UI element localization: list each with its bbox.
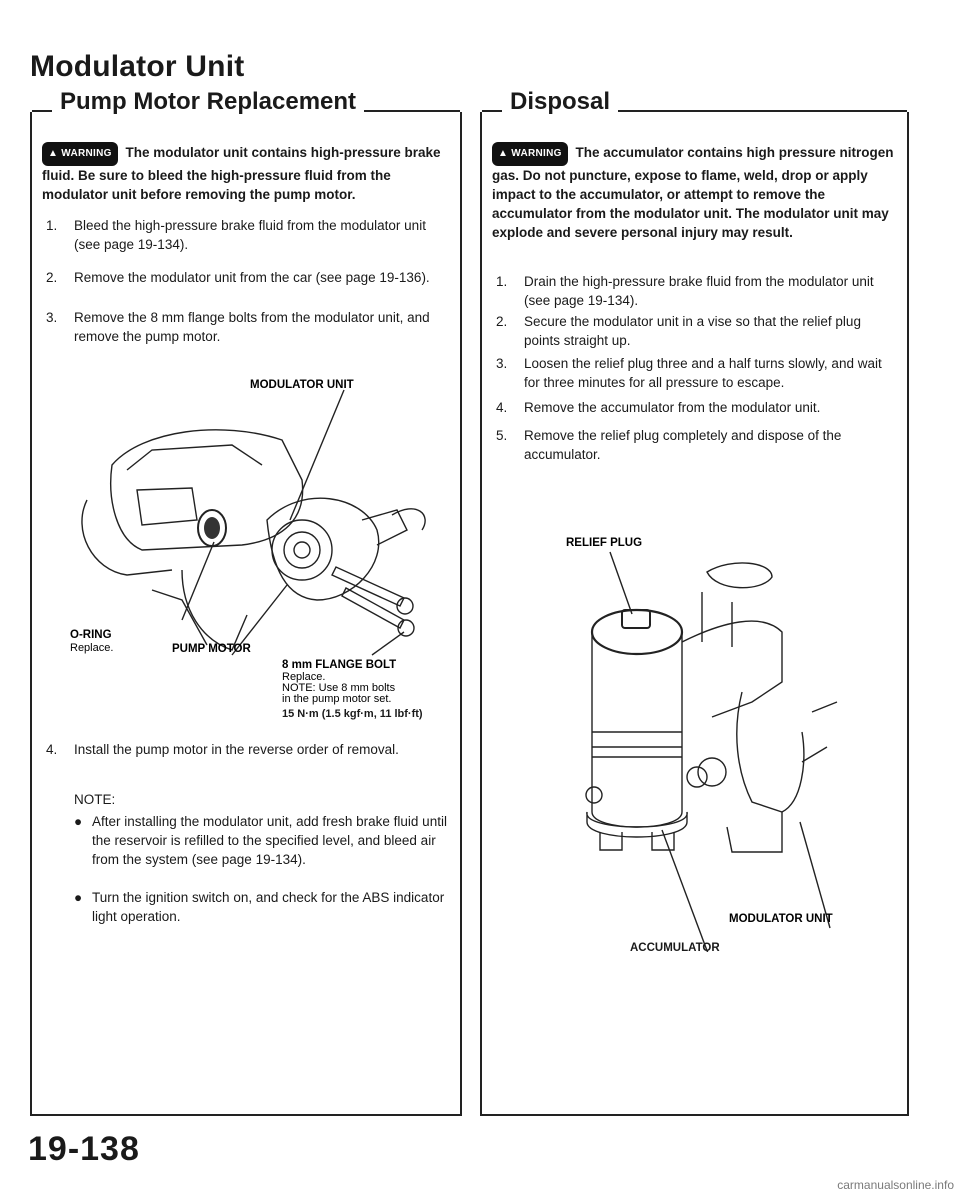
callout-relief-plug: RELIEF PLUG	[566, 537, 643, 549]
step-1: 1. Drain the high-pressure brake fluid from the modulator unit (see page 19-134).	[496, 274, 874, 308]
callout-flange-bolt-torque: 15 N·m (1.5 kgf·m, 11 lbf·ft)	[282, 708, 423, 720]
pump-motor-diagram	[32, 370, 456, 710]
note-bullet-2: ● Turn the ignition switch on, and check for the ABS indicator light operation.	[74, 890, 445, 924]
step-3: 3. Remove the 8 mm flange bolts from the modulator unit, and remove the pump motor.	[46, 310, 430, 344]
callout-flange-bolt-note2: in the pump motor set.	[282, 693, 392, 705]
warning-text: The modulator unit contains high-pressure brake fluid. Be sure to bleed the high-pressure fluid from the modulator unit before removing the pump motor.	[42, 145, 441, 202]
step-4: 4. Install the pump motor in the reverse order of removal.	[46, 742, 399, 757]
note-bullet-1: ● After installing the modulator unit, add fresh brake fluid until the reservoir is refilled to the specified level, and bleed air from the system (see page 19-134).	[74, 814, 447, 867]
note-label: NOTE:	[74, 792, 116, 807]
callout-pump-motor: PUMP MOTOR	[172, 643, 251, 655]
warning-block	[42, 142, 448, 204]
step-3: 3. Loosen the relief plug three and a half turns slowly, and wait for three minutes for all pressure to escape.	[496, 356, 882, 390]
callout-o-ring-note: Replace.	[70, 642, 114, 654]
callout-flange-bolt-note1: NOTE: Use 8 mm bolts	[282, 682, 396, 694]
step-2: 2. Remove the modulator unit from the car (see page 19-136).	[46, 270, 430, 285]
page-title: Modulator Unit	[30, 50, 245, 83]
warning-badge: ▲ WARNING	[42, 142, 118, 166]
warning-badge: ▲ WARNING	[492, 142, 568, 166]
step-1: 1. Bleed the high-pressure brake fluid from the modulator unit (see page 19-134).	[46, 218, 426, 252]
disposal-panel	[480, 88, 909, 1116]
accumulator-diagram	[482, 532, 902, 952]
step-2: 2. Secure the modulator unit in a vise so that the relief plug points straight up.	[496, 314, 861, 348]
step-5: 5. Remove the relief plug completely and dispose of the accumulator.	[496, 428, 842, 462]
section-heading-disposal: Disposal	[502, 88, 618, 116]
watermark: carmanualsonline.info	[837, 1178, 954, 1192]
callout-o-ring: O-RING	[70, 629, 112, 641]
callout-flange-bolt: 8 mm FLANGE BOLT	[282, 659, 397, 671]
pump-motor-replacement-panel	[30, 88, 462, 1116]
section-heading-pump-motor: Pump Motor Replacement	[52, 88, 364, 116]
callout-flange-bolt-replace: Replace.	[282, 671, 326, 683]
warning-text: The accumulator contains high pressure nitrogen gas. Do not puncture, expose to flame, weld, drop or apply impact to the accumulator, or attempt to remove the accumulator from the modulator unit. The modulator unit may explode and severe personal injury may result.	[492, 145, 894, 240]
page-number: 19-138	[28, 1130, 140, 1168]
callout-accumulator: ACCUMULATOR	[630, 942, 720, 954]
callout-modulator-unit: MODULATOR UNIT	[729, 913, 833, 925]
warning-block	[492, 142, 897, 242]
callout-modulator-unit: MODULATOR UNIT	[250, 379, 354, 391]
step-4: 4. Remove the accumulator from the modulator unit.	[496, 400, 821, 415]
